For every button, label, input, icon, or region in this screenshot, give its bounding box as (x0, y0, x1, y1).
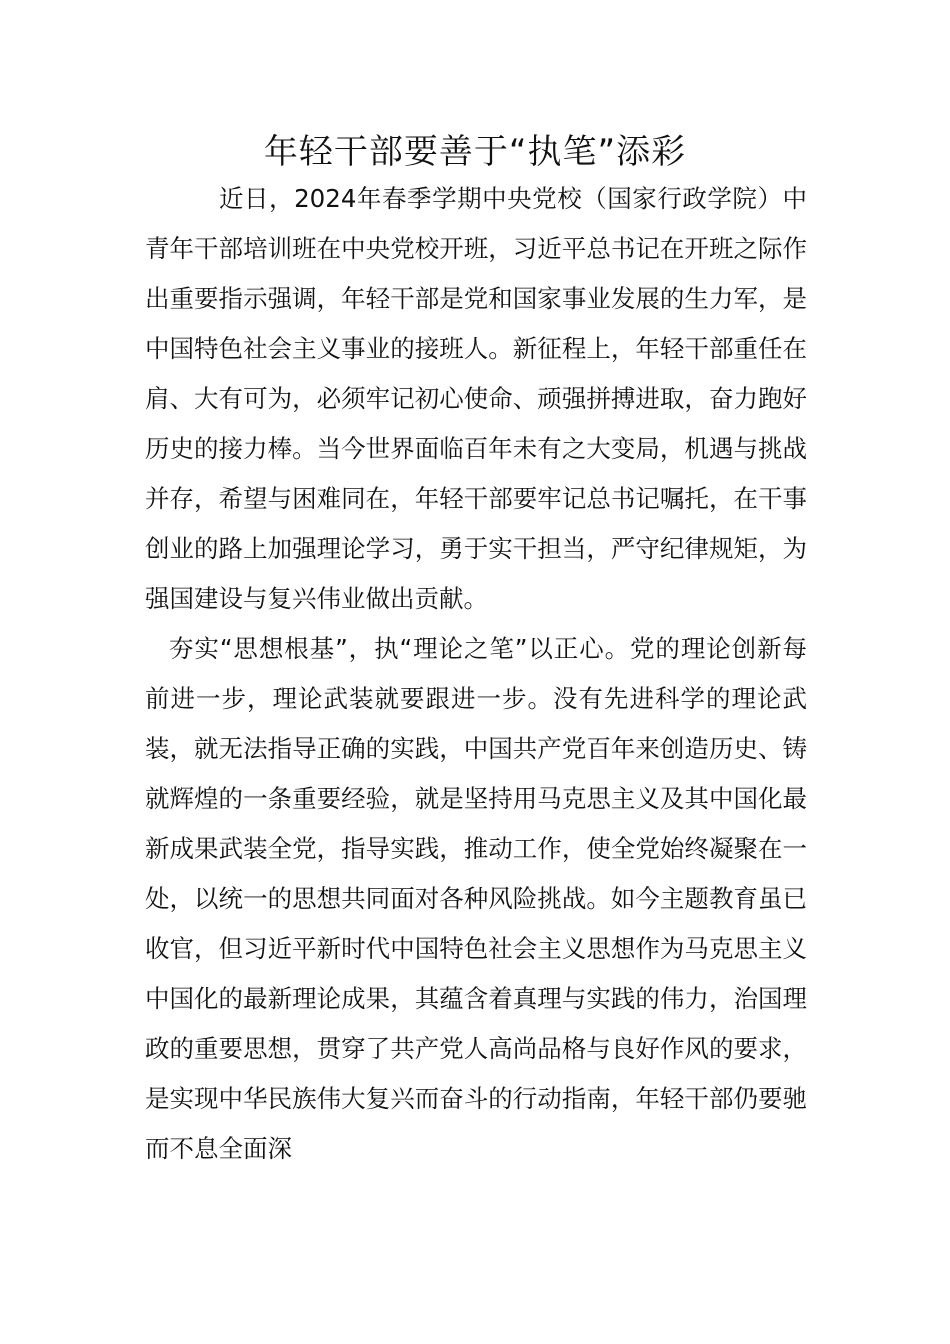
document-title: 年轻干部要善于“执笔”添彩 (263, 132, 687, 172)
document-body (145, 174, 807, 1174)
paragraph-intro: 近日，2024年春季学期中央党校（国家行政学院）中青年干部培训班在中央党校开班，习近平总书记在开班之际作出重要指示强调，年轻干部是党和国家事业发展的生力军，是中国特色社会主义事业的接班人。新征程上，年轻干部重任在肩、大有可为，必须牢记初心使命、顽强拼搏进取，奋力跑好历史的接力棒。当今世界面临百年未有之大变局，机遇与挑战并存，希望与困难同在，年轻干部要牢记总书记嘱托，在干事创业的路上加强理论学习，勇于实干担当，严守纪律规矩，为强国建设与复兴伟业做出贡献。 (145, 184, 807, 613)
paragraph-theory: 夯实“思想根基”，执“理论之笔”以正心。党的理论创新每前进一步，理论武装就要跟进一步。没有先进科学的理论武装，就无法指导正确的实践，中国共产党百年来创造历史、铸就辉煌的一条重要经验，就是坚持用马克思主义及其中国化最新成果武装全党，指导实践，推动工作，使全党始终凝聚在一处，以统一的思想共同面对各种风险挑战。如今主题教育虽已收官，但习近平新时代中国特色社会主义思想作为马克思主义中国化的最新理论成果，其蕴含着真理与实践的伟力，治国理政的重要思想，贯穿了共产党人高尚品格与良好作风的要求，是实现中华民族伟大复兴而奋斗的行动指南，年轻干部仍要驰而不息全面深 (145, 634, 807, 1163)
